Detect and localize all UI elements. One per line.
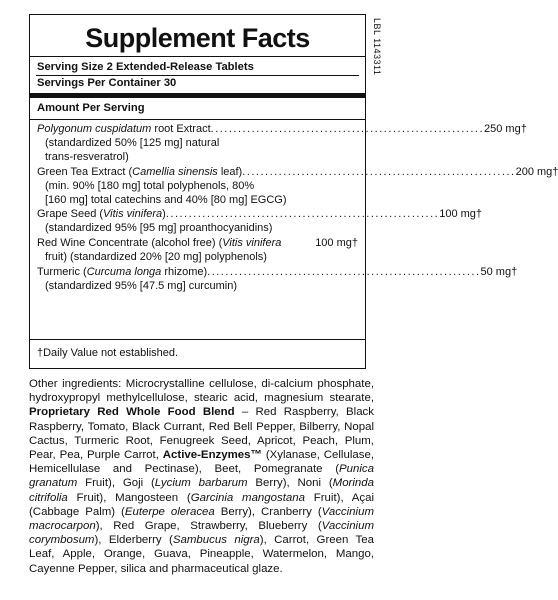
latin-name: Vaccinium macrocarpon — [29, 505, 374, 533]
ingredient-name: Turmeric (Curcuma longa rhizome) — [37, 266, 208, 279]
bold-phrase: Active-Enzymes™ — [162, 449, 262, 462]
latin-name: Euterpe oleracea — [124, 505, 215, 518]
ingredient-amount: 100 mg† — [439, 208, 483, 221]
ingredient-name: Grape Seed (Vitis vinifera) — [37, 208, 166, 221]
text-segment: Berry), Cranberry ( — [214, 505, 322, 518]
ingredient-detail: [160 mg] total catechins and 40% [80 mg] EGCG) — [45, 193, 287, 206]
bold-phrase: Proprietary Red Whole Food Blend — [29, 406, 235, 419]
footnote: †Daily Value not established. — [37, 347, 179, 359]
ingredient-detail: (standardized 95% [47.5 mg] curcumin) — [45, 279, 237, 292]
text-segment: (Xylanase, Cellulase, Hemicellulase and Pectinase), Beet, Pomegranate ( — [29, 449, 374, 476]
ingredient-list — [30, 120, 558, 294]
latin-name: Sambucus nigra — [172, 534, 260, 547]
leader-dots — [281, 237, 315, 251]
ingredient-amount: 200 mg† — [515, 165, 558, 178]
ingredient-name: Green Tea Extract (Camellia sinensis leaf) — [37, 165, 243, 178]
divider — [30, 339, 365, 340]
ingredient-detail: fruit) (standardized 20% [20 mg] polyphenols) — [45, 251, 267, 264]
label-code-text: LBL 1143311 — [372, 18, 382, 76]
ingredient-amount: 100 mg† — [315, 237, 358, 250]
ingredient-row — [37, 266, 518, 294]
panel-title: Supplement Facts — [85, 23, 310, 53]
divider — [30, 56, 365, 57]
ingredient-row — [37, 208, 483, 236]
label-code — [370, 18, 384, 128]
text-segment: Fruit), Açai (Cabbage Palm) ( — [29, 491, 375, 518]
text-segment: ), Elderberry ( — [94, 534, 173, 547]
ingredient-row — [37, 165, 558, 208]
text-segment: ), Red Grape, Strawberry, Blueberry ( — [95, 520, 322, 533]
ingredient-name: Red Wine Concentrate (alcohol free) (Vitis vinifera — [37, 237, 282, 250]
ingredient-name: Polygonum cuspidatum root Extract — [37, 123, 211, 135]
ingredient-detail: (standardized 95% [95 mg] proanthocyanidins) — [45, 222, 273, 235]
ingredient-detail: (min. 90% [180 mg] total polyphenols, 80% — [45, 179, 255, 192]
latin-name: Garcinia mangostana — [190, 491, 305, 504]
ingredient-amount: 50 mg† — [480, 266, 518, 279]
ingredient-row — [37, 123, 527, 165]
other-ingredients — [29, 377, 374, 576]
text-segment: ), Carrot, Green Tea Leaf, Apple, Orange, Guava, Pineapple, Watermelon, Mango, Cayenne Pepper, silica and pharmaceutical glaze. — [29, 534, 374, 575]
amount-header: Amount Per Serving — [37, 102, 145, 114]
text-segment: Fruit), Mangosteen ( — [67, 491, 191, 504]
leader-dots: ............................................................ — [210, 123, 485, 135]
latin-name: Vaccinium corymbosum — [29, 520, 374, 547]
text-segment: – Red Raspberry, Black Raspberry, Tomato, Black Currant, Red Bell Pepper, Bilberry, Nopal Cactus, Turmeric Root, Fenugreek Seed, Apricot, Peach, Plum, Pear, Pea, Purple Carrot, — [29, 406, 374, 462]
serving-size: Serving Size 2 Extended-Release Tablets — [37, 61, 254, 73]
ingredient-row — [37, 237, 358, 265]
text-segment: Fruit), Goji ( — [77, 477, 155, 490]
latin-name: Morinda citrifolia — [29, 477, 374, 504]
ingredient-detail: trans-resveratrol) — [45, 150, 129, 163]
ingredient-amount: 250 mg† — [484, 123, 527, 135]
text-segment: Other ingredients: Microcrystalline cellulose, di-calcium phosphate, hydroxypropyl methylcellulose, stearic acid, magnesium stearate, — [29, 378, 374, 405]
leader-dots: ............................................................ — [207, 266, 481, 279]
text-segment: Berry), Noni ( — [247, 477, 333, 490]
ingredient-detail: (standardized 50% [125 mg] natural — [45, 136, 220, 149]
leader-dots: ............................................................ — [165, 208, 440, 221]
latin-name: Punica granatum — [29, 463, 374, 490]
latin-name: Lycium barbarum — [154, 477, 248, 490]
servings-per-container: Servings Per Container 30 — [37, 77, 177, 89]
leader-dots: ............................................................ — [242, 165, 516, 178]
